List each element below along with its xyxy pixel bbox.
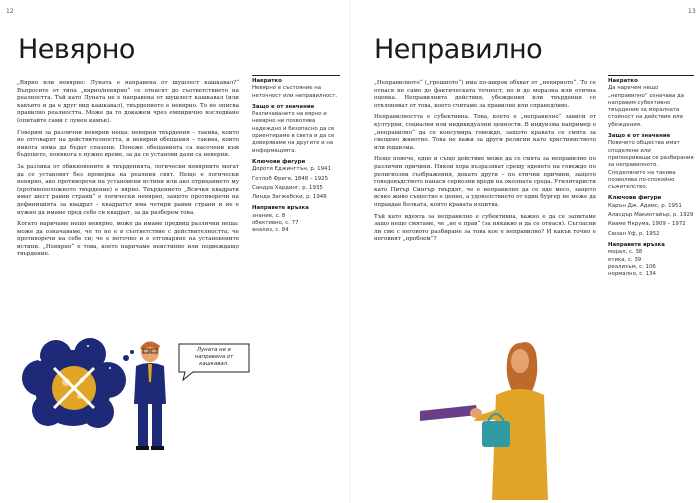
see-heading: Направете връзка xyxy=(608,241,665,248)
sidebar-rule xyxy=(608,75,694,76)
figure-item: Линда Загжебски, р. 1946 xyxy=(252,194,327,201)
paragraph: Неправилността е субективна. Това, което е „неправилно“ зависи от културни, социални или индивидуални ценности. В индуизма например е „неправилно“ да се консумира говеждо, защото кравата се смята за свещено животно. Това не важи за други религии като християнството или юдаизма. xyxy=(374,114,596,151)
paragraph: Тъй като идеята за неправилно е субективна, важно е да се запитаме защо нещо смятаме, че „не е прав“ (за някакво и да се отнася). Съгласни ли сме с неговото разбиране за това кое е неправилно? И какъв точно е неговият „проблем“? xyxy=(374,213,596,243)
paragraph: „Неправилното“ („грешното“) има по-широк обхват от „невярното“. То се отнася не само до фактическата точност, но и до морална или етична оценка. Неправилните действия, убеждения или твърдения се отклоняват от това, което считаме за правилно или справедливо. xyxy=(374,80,596,109)
sleeve-icon xyxy=(420,405,478,421)
paragraph: За разлика от обикновените и твърденията, логически невярните могат да се установят без проверка на реалния свят. Нещо е логически невярно, ако противоречи на установени истини или ако отрицанието му (противоположното твърдение) е вярно. Твърдението „Всички квадрати имат шест равни страни“ е логически невярно, защото противоречи на дефиницията за квадрат – квадратът има четири равни страни и не е нужно да имаме пред себе си квадрат, за да разберем това. xyxy=(17,163,239,216)
figure-item: Сандра Хардинг, р. 1935 xyxy=(252,184,323,191)
figure-item: Готлоб Фреге, 1848 – 1925 xyxy=(252,175,329,182)
why-text: Повечето общества имат споделени или припокриващи се разбирания за неправилното. Споделянето на такива позволява по-спокойно съжителство. xyxy=(608,140,694,191)
speech-bubble-text: Луната не е направена от кашкавал. xyxy=(194,347,234,367)
right-page xyxy=(350,0,700,503)
paragraph: Когато наричаме нещо невярно, може да имаме предвид различни неща: може да означаваме, че то не е в съответствие с действителността; че противоречи на себе си; че е неточно и е отговаряне на установените истини. „Невярно“ е това, което наричаме неистинно или подвеждащо твърдение. xyxy=(17,221,239,258)
see-heading: Направете връзка xyxy=(252,205,309,212)
figure-item: Дороти Еджингтън, р. 1941 xyxy=(252,166,331,173)
figure-item: Карън Дж. Адамс, р. 1951 xyxy=(608,202,682,209)
body-text xyxy=(374,80,596,248)
woman-illustration xyxy=(420,335,540,500)
see-item: етика, с. 39 xyxy=(608,256,642,263)
why-heading: Защо е от значение xyxy=(252,103,315,110)
paragraph: Нещо повече, едно и също действие може да се смята за неправилно по различни причини. Някои хора възразяват срещу яденето на говеждо по религиозни съображения, докато други – по етични причини, защото говедовъдството нанася сериозни вреди на околната среда. Утилитаристи като Питър Сингър твърдят, че е неправилно да се яде месо, защото всяко живо същество е ценно, а удоволствието от един бургер не може да оправдае болката, която кравата изпитва. xyxy=(374,156,596,208)
shopping-bag-icon xyxy=(482,421,510,447)
summary-text: Да наречем нещо „неправилно“ означава да направим субективно твърдение за моралната стойност на действие или убеждения. xyxy=(608,85,685,128)
summary-heading: Накратко xyxy=(608,78,638,84)
figure-item: Кваме Нкрума, 1909 – 1972 xyxy=(608,221,686,228)
body-text xyxy=(17,80,239,263)
page-title: Невярно xyxy=(18,34,135,65)
paragraph: „Вярно или невярно: Луната е направена от шушлест кашкавал?“ Въпросите от типа „вярно/невярно“ се отнасят до съответствието на реалността. Тъй като Луната не е направена от шушлест кашкавал (или какъвто и да е друг вид кашкавал), твърдението е невярно. То не описва правилно реалността. Може да го докажем чрез емпирично изследване (опитайте сами с лунен камък). xyxy=(17,80,239,124)
see-item: анализ, с. 84 xyxy=(252,227,289,234)
page-number: 13 xyxy=(688,8,696,15)
sidebar-rule xyxy=(252,75,340,76)
why-text: Различаването на вярно и невярно ни позволява надеждно и безопасно да се ориентираме в света и да се доверяваме на другите и на информацията. xyxy=(252,111,335,154)
paragraph: Говорим за различни невярни неща: невярни твърдения – такива, които не отговарят на действителността, и невярни обещания – такива, които никога няма да бъдат спазени. Понеже обещанията са насочени към бъдещето, понякога е нужно време, за да се установи дали са неверни. xyxy=(17,129,239,159)
figures-heading: Ключови фигури xyxy=(608,195,662,202)
see-item: обективно, с. 77 xyxy=(252,220,299,227)
why-heading: Защо е от значение xyxy=(608,133,671,140)
see-item: знание, с. 8 xyxy=(252,212,286,219)
figure-item: Сюзан Уф, р. 1952 xyxy=(608,230,660,237)
moon-cloud-illustration xyxy=(18,338,128,438)
see-item: нормално, с. 134 xyxy=(608,271,656,278)
summary-heading: Накратко xyxy=(252,78,282,84)
figure-item: Аласдър Макинтайър, р. 1929 xyxy=(608,212,694,219)
see-item: морал, с. 38 xyxy=(608,249,643,256)
summary-text: Невярно е състояние на неточност или неправилност. xyxy=(252,85,338,99)
sidebar xyxy=(252,78,340,235)
see-item: реализъм, с. 106 xyxy=(608,263,656,270)
sidebar xyxy=(608,78,694,278)
page-title: Неправилно xyxy=(374,34,543,65)
page-number: 12 xyxy=(6,8,14,15)
man-illustration xyxy=(118,338,178,458)
figures-heading: Ключови фигури xyxy=(252,158,306,165)
